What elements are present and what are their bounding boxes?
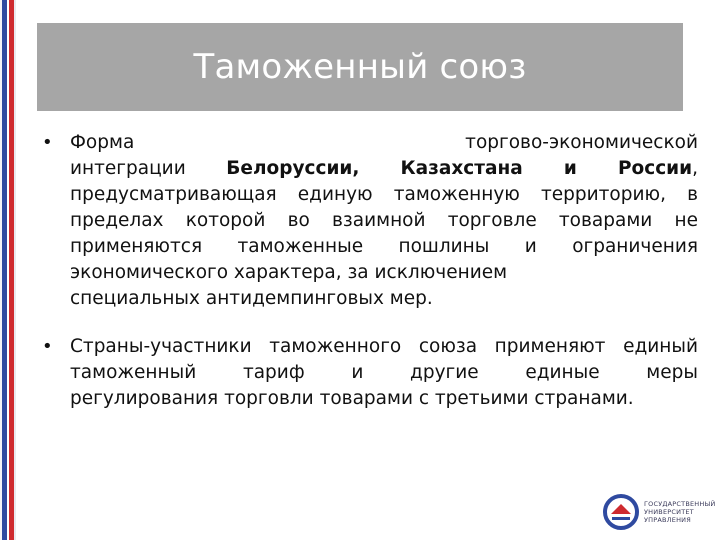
logo-line-3: УПРАВЛЕНИЯ (644, 516, 691, 524)
university-logo-icon (603, 494, 639, 530)
bullet1-first-line (70, 130, 698, 156)
bullet-dot-icon: • (42, 132, 53, 153)
bullet-item-1 (38, 130, 698, 312)
bullet1-line1-end: торгово-экономической (465, 132, 698, 153)
bullet1-line1-start: Форма (70, 132, 135, 153)
logo-line-2: УНИВЕРСИТЕТ (644, 508, 694, 516)
slide-title: Таможенный союз (193, 47, 527, 87)
bullet1-line2-suffix: , (692, 158, 698, 179)
logo-text (644, 500, 715, 524)
bullet-list (38, 130, 698, 412)
bullet1-rest: предусматривающая единую таможенную территорию, в пределах которой во взаимной торговле товарами не применяются таможенные пошлины и ограничения экономического характера, за исключением (70, 184, 698, 283)
stripe-grey (14, 0, 16, 540)
university-logo (603, 494, 715, 530)
bullet-dot-icon: • (42, 336, 53, 357)
bullet1-last-line: специальных антидемпинговых мер. (70, 288, 433, 309)
logo-line-1: ГОСУДАРСТВЕННЫЙ (644, 500, 716, 508)
bullet1-line2-prefix: интеграции (70, 158, 227, 179)
bullet2-body: Страны-участники таможенного союза применяют единый таможенный тариф и другие единые меры (70, 336, 698, 383)
title-bar (37, 23, 683, 111)
bullet2-last-line: регулирования торговли товарами с третьими странами. (70, 388, 634, 409)
bullet1-countries: Белоруссии, Казахстана и России (226, 158, 693, 179)
bullet1-body (70, 156, 698, 286)
bullet-item-2 (38, 334, 698, 412)
left-stripes (0, 0, 16, 540)
